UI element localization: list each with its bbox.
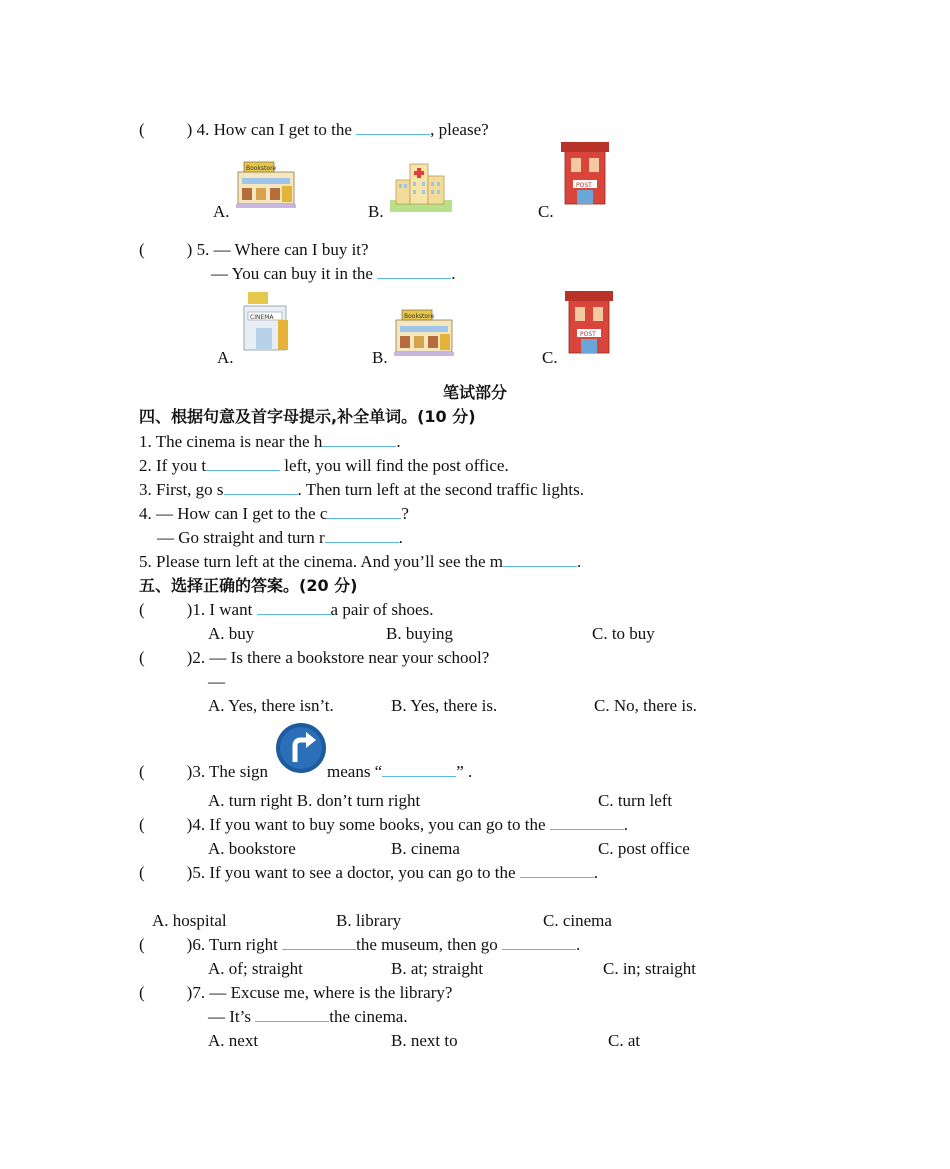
s5-q3	[139, 760, 268, 784]
option-a[interactable]: A. Yes, there isn’t.	[208, 696, 334, 715]
item-text: .	[576, 552, 582, 571]
option-a[interactable]: A. buy	[208, 624, 255, 643]
paren-open: (	[139, 600, 145, 619]
question-stem: )4. If you want to buy some books, you can go to the	[186, 815, 550, 834]
listening-q4	[139, 118, 489, 142]
paren-open: (	[139, 120, 145, 139]
option-a-b[interactable]: A. turn right B. don’t turn right	[208, 791, 421, 810]
item-text: 2. If you t	[139, 456, 207, 475]
item-text: — Go straight and turn r	[157, 528, 325, 547]
answer-blank[interactable]	[206, 454, 280, 471]
answer-blank[interactable]	[520, 861, 594, 878]
paren-open: (	[139, 240, 145, 259]
cinema-image	[240, 290, 290, 354]
post-office-image	[565, 291, 613, 355]
item-text: .	[398, 528, 403, 547]
listening-q5-line2	[211, 262, 455, 286]
option-c[interactable]: C. post office	[598, 839, 690, 858]
paren-open: (	[139, 983, 145, 1002]
s5-q5	[139, 861, 598, 885]
item-text: ?	[401, 504, 409, 523]
answer-blank[interactable]	[382, 760, 456, 777]
option-b[interactable]: B. cinema	[391, 839, 460, 858]
question-stem: )7. — Excuse me, where is the library?	[186, 983, 453, 1002]
answer-blank[interactable]	[550, 813, 624, 830]
option-b[interactable]: B. buying	[386, 624, 454, 643]
answer-blank[interactable]	[282, 933, 356, 950]
written-part-title: 笔试部分	[442, 383, 507, 402]
q5-stem: ) 5. — Where can I buy it?	[186, 240, 369, 259]
s5-q6	[139, 933, 580, 957]
option-c[interactable]: C. No, there is.	[594, 696, 697, 715]
s5-q7	[139, 981, 452, 1005]
question-stem: .	[623, 815, 629, 834]
option-a[interactable]: A. hospital	[152, 911, 227, 930]
option-b[interactable]: B. Yes, there is.	[391, 696, 498, 715]
option-a-label[interactable]: A.	[217, 348, 234, 367]
question-stem: )6. Turn right	[186, 935, 283, 954]
answer-dash: —	[208, 672, 225, 691]
section-4-title: 四、根据句意及首字母提示,补全单词。(10 分)	[139, 407, 476, 426]
option-c[interactable]: C. at	[608, 1031, 641, 1050]
option-b[interactable]: B. next to	[391, 1031, 458, 1050]
question-stem: a pair of shoes.	[330, 600, 434, 619]
s5-q3-tail	[327, 760, 472, 784]
s4-item-3	[139, 478, 584, 502]
listening-q5	[139, 238, 369, 262]
item-text: 1. The cinema is near the h	[139, 432, 323, 451]
q5-line2-before: — You can buy it in the	[211, 264, 373, 283]
question-stem: ” .	[456, 762, 473, 781]
s5-q2	[139, 646, 489, 670]
question-stem: means “	[327, 762, 383, 781]
question-stem: )2. — Is there a bookstore near your school?	[186, 648, 490, 667]
answer-blank[interactable]	[224, 478, 298, 495]
answer-blank[interactable]	[503, 550, 577, 567]
option-a[interactable]: A. of; straight	[208, 959, 303, 978]
option-b-label[interactable]: B.	[368, 202, 384, 221]
s4-item-4	[139, 502, 409, 526]
option-a[interactable]: A. bookstore	[208, 839, 296, 858]
q5-line2-after: .	[451, 264, 456, 283]
option-c[interactable]: C. turn left	[598, 791, 673, 810]
item-text: 5. Please turn left at the cinema. And you’ll see the m	[139, 552, 503, 571]
question-stem: — It’s	[208, 1007, 256, 1026]
section-5-title: 五、选择正确的答案。(20 分)	[139, 576, 358, 595]
option-c[interactable]: C. to buy	[592, 624, 655, 643]
paren-open: (	[139, 648, 145, 667]
q4-stem: ) 4. How can I get to the	[186, 120, 352, 139]
s5-q1	[139, 598, 433, 622]
option-c-label[interactable]: C.	[538, 202, 554, 221]
item-text: left, you will find the post office.	[280, 456, 509, 475]
question-stem: .	[593, 863, 599, 882]
post-office-image	[561, 142, 609, 206]
answer-blank[interactable]	[377, 262, 451, 279]
option-a[interactable]: A. next	[208, 1031, 259, 1050]
svg-text:CINEMA: CINEMA	[250, 314, 274, 321]
question-stem: .	[576, 935, 581, 954]
bookstore-image	[236, 158, 298, 210]
item-text: . Then turn left at the second traffic lights.	[297, 480, 584, 499]
option-c-label[interactable]: C.	[542, 348, 558, 367]
s4-item-4b	[157, 526, 403, 550]
hospital-image	[390, 160, 452, 212]
option-a-label[interactable]: A.	[213, 202, 230, 221]
item-text: 3. First, go s	[139, 480, 224, 499]
answer-blank[interactable]	[325, 526, 399, 543]
option-b[interactable]: B. at; straight	[391, 959, 484, 978]
option-c[interactable]: C. cinema	[543, 911, 612, 930]
paren-open: (	[139, 762, 145, 781]
s4-item-1	[139, 430, 401, 454]
option-c[interactable]: C. in; straight	[603, 959, 697, 978]
answer-blank[interactable]	[322, 430, 396, 447]
question-stem: )1. I want	[186, 600, 257, 619]
answer-blank[interactable]	[257, 598, 331, 615]
answer-blank[interactable]	[327, 502, 401, 519]
answer-blank[interactable]	[255, 1005, 329, 1022]
item-text: 4. — How can I get to the c	[139, 504, 328, 523]
s5-q4	[139, 813, 628, 837]
question-stem: )5. If you want to see a doctor, you can go to the	[186, 863, 520, 882]
paren-open: (	[139, 815, 145, 834]
s4-item-2	[139, 454, 509, 478]
turn-right-sign-icon	[275, 722, 327, 774]
option-b-label[interactable]: B.	[372, 348, 388, 367]
s4-item-5	[139, 550, 581, 574]
paren-open: (	[139, 863, 145, 882]
answer-blank[interactable]	[502, 933, 576, 950]
answer-blank[interactable]	[356, 118, 430, 135]
paren-open: (	[139, 935, 145, 954]
option-b[interactable]: B. library	[336, 911, 402, 930]
question-stem: the museum, then go	[356, 935, 502, 954]
question-stem: the cinema.	[329, 1007, 408, 1026]
s5-q7-line2	[208, 1005, 408, 1029]
q4-after: , please?	[430, 120, 489, 139]
item-text: .	[396, 432, 401, 451]
question-stem: )3. The sign	[186, 762, 269, 781]
bookstore-image	[394, 306, 456, 358]
